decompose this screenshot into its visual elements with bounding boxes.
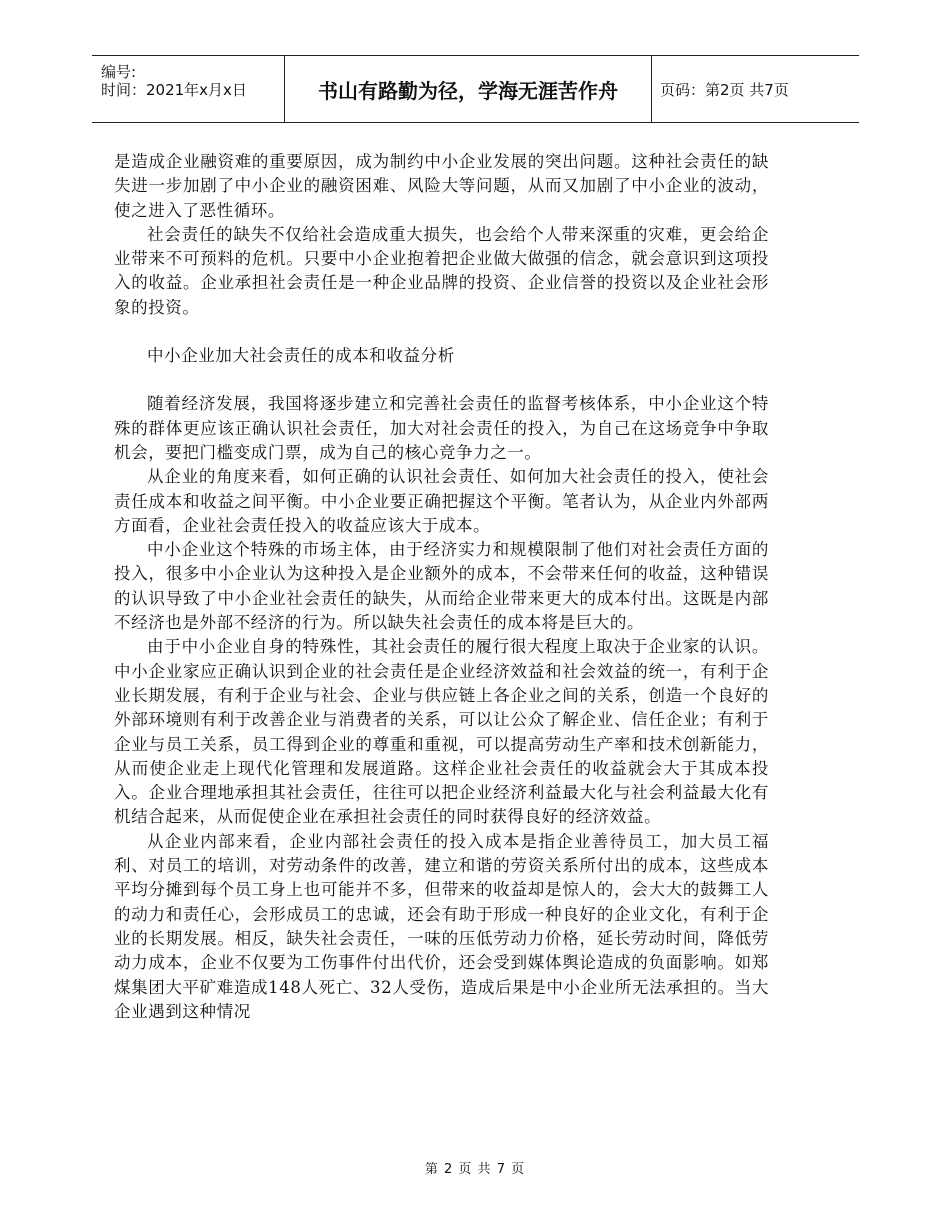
paragraph: 从企业内部来看，企业内部社会责任的投入成本是指企业善待员工，加大员工福利、对员工的培训，对劳动条件的改善，建立和谐的劳资关系所付出的成本，这些成本平均分摊到每个员工身上也可能并不多，但带来的收益却是惊人的，会大大的鼓舞工人的动力和责任心，会形成员工的忠诚，还会有助于形成一种良好的企业文化，有利于企业的长期发展。相反，缺失社会责任，一味的压低劳动力价格，延长劳动时间，降低劳动力成本，企业不仅要为工伤事件付出代价，还会受到媒体舆论造成的负面影响。如郑煤集团大平矿难造成148人死亡、32人受伤，造成后果是中小企业所无法承担的。当大企业遇到这种情况 [114,831,769,1021]
section-heading: 中小企业加大社会责任的成本和收益分析 [147,346,455,366]
header-motto: 书山有路勤为径，学海无涯苦作舟 [284,56,652,122]
paragraph: 从企业的角度来看，如何正确的认识社会责任、如何加大社会责任的投入，使社会责任成本和收益之间平衡。中小企业要正确把握这个平衡。笔者认为，从企业内外部两方面看，企业社会责任投入的收益应该大于成本。 [114,467,769,535]
document-body [114,150,769,1024]
page-footer: 第 2 页 共 7 页 [424,1162,526,1177]
document-time: 时间：2021年x月x日 [101,81,247,99]
paragraph: 由于中小企业自身的特殊性，其社会责任的履行很大程度上取决于企业家的认识。中小企业家应正确认识到企业的社会责任是企业经济效益和社会效益的统一，有利于企业长期发展，有利于企业与社会、企业与供应链上各企业之间的关系，创造一个良好的外部环境则有利于改善企业与消费者的关系，可以让公众了解企业、信任企业；有利于企业与员工关系，员工得到企业的尊重和重视，可以提高劳动生产率和技术创新能力，从而使企业走上现代化管理和发展道路。这样企业社会责任的收益就会大于其成本投入。企业合理地承担其社会责任，往往可以把企业经济利益最大化与社会利益最大化有机结合起来，从而促使企业在承担社会责任的同时获得良好的经济效益。 [114,637,769,827]
paragraph: 社会责任的缺失不仅给社会造成重大损失，也会给个人带来深重的灾难，更会给企业带来不可预料的危机。只要中小企业抱着把企业做大做强的信念，就会意识到这项投入的收益。企业承担社会责任是一种企业品牌的投资、企业信誉的投资以及企业社会形象的投资。 [114,224,769,317]
paragraph: 随着经济发展，我国将逐步建立和完善社会责任的监督考核体系，中小企业这个特殊的群体更应该正确认识社会责任，加大对社会责任的投入，为自己在这场竞争中争取机会，要把门槛变成门票，成为自己的核心竞争力之一。 [114,394,769,462]
header-page-number: 页码：第2页 共7页 [660,80,789,99]
paragraph: 是造成企业融资难的重要原因，成为制约中小企业发展的突出问题。这种社会责任的缺失进一步加剧了中小企业的融资困难、风险大等问题，从而又加剧了中小企业的波动，使之进入了恶性循环。 [114,152,769,220]
page-header [92,55,859,123]
document-id-label: 编号: [101,63,137,81]
paragraph: 中小企业这个特殊的市场主体，由于经济实力和规模限制了他们对社会责任方面的投入，很多中小企业认为这种投入是企业额外的成本，不会带来任何的收益，这种错误的认识导致了中小企业社会责任的缺失，从而给企业带来更大的成本付出。这既是内部不经济也是外部不经济的行为。所以缺失社会责任的成本将是巨大的。 [114,540,769,633]
header-meta [92,56,284,122]
